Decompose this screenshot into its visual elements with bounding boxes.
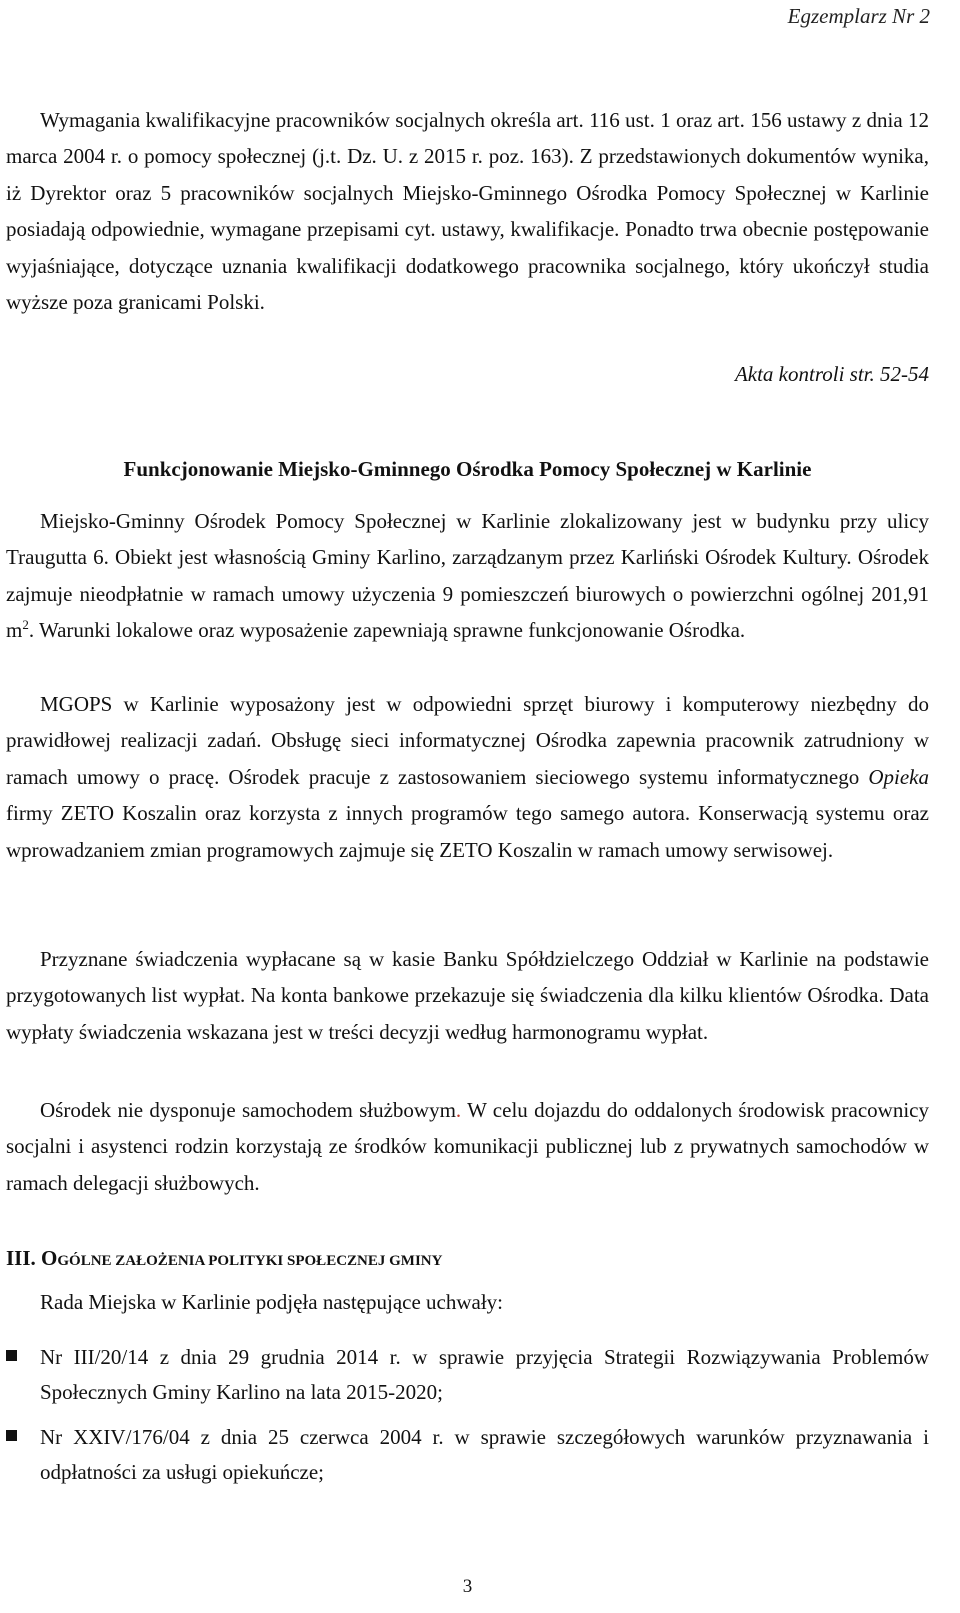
list-item-text: Nr III/20/14 z dnia 29 grudnia 2014 r. w sprawie przyjęcia Strategii Rozwiązywania Problemów Społecznych Gminy Karlino na lata 2015-2020; xyxy=(40,1345,929,1404)
paragraph-equipment-text: MGOPS w Karlinie wyposażony jest w odpowiedni sprzęt biurowy i komputerowy niezbędny do prawidłowej realizacji zadań. Obsługę sieci informatycznej Ośrodka zapewnia pracownik zatrudniony w ramach umowy o pracę. Ośrodek pracuje z zastosowaniem sieciowego systemu informatycznego xyxy=(6,692,929,789)
list-item xyxy=(6,1340,929,1409)
paragraph-location-text-end: . Warunki lokalowe oraz wyposażenie zapewniają sprawne funkcjonowanie Ośrodka. xyxy=(28,618,746,643)
bullet-square-icon xyxy=(6,1350,17,1361)
paragraph-equipment-text-end: firmy ZETO Koszalin oraz korzysta z innych programów tego samego autora. Konserwacją systemu oraz wprowadzaniem zmian programowych zajmuje się ZETO Koszalin w ramach umowy serwisowej. xyxy=(6,801,929,862)
section-heading-functioning: Funkcjonowanie Miejsko-Gminnego Ośrodka Pomocy Społecznej w Karlinie xyxy=(123,457,812,481)
highlighted-dot: . xyxy=(455,1098,462,1122)
section-number: III. xyxy=(6,1246,42,1270)
akta-reference: Akta kontroli str. 52-54 xyxy=(734,362,929,386)
section-title-rest: GÓLNE ZAŁOŻENIA POLITYKI SPOŁECZNEJ GMINY xyxy=(57,1253,443,1269)
list-item-text: Nr XXIV/176/04 z dnia 25 czerwca 2004 r. w sprawie szczegółowych warunków przyznawania i odpłatności za usługi opiekuńcze; xyxy=(40,1425,929,1484)
paragraph-payments: Przyznane świadczenia wypłacane są w kasie Banku Spółdzielczego Oddział w Karlinie na podstawie przygotowanych list wypłat. Na konta bankowe przekazuje się świadczenia dla kilku klientów Ośrodka. Data wypłaty świadczenia wskazana jest w treści decyzji według harmonogramu wypłat. xyxy=(6,947,929,1044)
resolutions-intro: Rada Miejska w Karlinie podjęła następujące uchwały: xyxy=(40,1290,504,1314)
paragraph-transport-text-end: W celu dojazdu do oddalonych środowisk pracownicy socjalni i asystenci rodzin korzystają ze środków komunikacji publicznej lub z prywatnych samochodów w ramach delegacji służbowych. xyxy=(6,1098,929,1195)
paragraph-transport-text: Ośrodek nie dysponuje samochodem służbowym xyxy=(40,1098,456,1122)
paragraph-qualifications: Wymagania kwalifikacyjne pracowników socjalnych określa art. 116 ust. 1 oraz art. 156 ustawy z dnia 12 marca 2004 r. o pomocy społecznej (j.t. Dz. U. z 2015 r. poz. 163). Z przedstawionych dokumentów wynika, iż Dyrektor oraz 5 pracowników socjalnych Miejsko-Gminnego Ośrodka Pomocy Społecznej w Karlinie posiadają odpowiednie, wymagane przepisami cyt. ustawy, kwalifikacje. Ponadto trwa obecnie postępowanie wyjaśniające, dotyczące uznania kwalifikacji dodatkowego pracownika socjalnego, który ukończył studia wyższe poza granicami Polski. xyxy=(6,108,929,315)
page-number: 3 xyxy=(462,1576,473,1597)
section-heading-iii xyxy=(6,1246,442,1271)
superscript: 2 xyxy=(22,617,29,633)
list-item xyxy=(6,1420,929,1489)
paragraph-location xyxy=(6,503,929,649)
system-name: Opieka xyxy=(868,764,929,789)
paragraph-location-text: Miejsko-Gminny Ośrodek Pomocy Społecznej w Karlinie zlokalizowany jest w budynku przy ulicy Traugutta 6. Obiekt jest własnością Gminy Karlino, zarządzanym przez Karliński Ośrodek Kultury. Ośrodek zajmuje nieodpłatnie w ramach umowy użyczenia 9 pomieszczeń biurowych o powierzchni ogólnej 201,91 m xyxy=(6,509,929,643)
paragraph-equipment xyxy=(6,686,929,868)
copy-number-label: Egzemplarz Nr 2 xyxy=(787,4,930,28)
section-first-letter: O xyxy=(41,1246,58,1270)
bullet-square-icon xyxy=(6,1430,17,1441)
paragraph-transport xyxy=(6,1092,929,1201)
